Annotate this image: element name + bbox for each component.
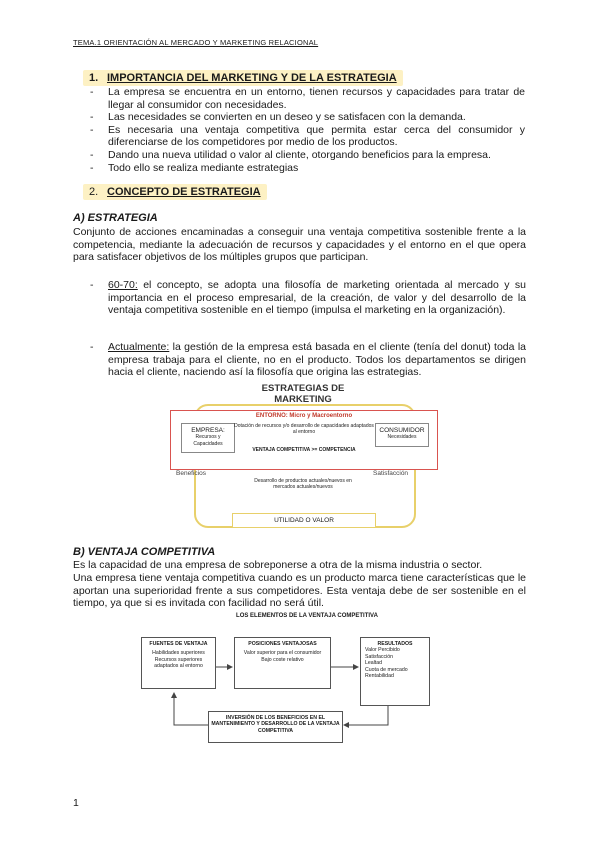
diagram-title: LOS ELEMENTOS DE LA VENTAJA COMPETITIVA xyxy=(236,613,378,619)
item-lead: 60-70: xyxy=(108,279,138,291)
section-2-heading: CONCEPTO DE ESTRATEGIA xyxy=(107,186,261,198)
ventaja-text: VENTAJA COMPETITIVA >= COMPETENCIA xyxy=(252,447,356,453)
list-item: - Las necesidades se convierten en un deseo y se satisfacen con la demanda. xyxy=(90,111,525,124)
section-1-bullets xyxy=(90,86,525,174)
section-1-heading: IMPORTANCIA DEL MARKETING Y DE LA ESTRATEGIA xyxy=(107,72,397,84)
inversion-box: INVERSIÓN DE LOS BENEFICIOS EN EL MANTENIMIENTO Y DESARROLLO DE LA VENTAJA COMPETITIVA xyxy=(208,711,343,743)
estrategia-item-2: - Actualmente: la gestión de la empresa está basada en el cliente (tenía del donut) toda la empresa trabaja para el cliente, no en el producto. Todos los departamentos se dirigen hacia el cliente, naciendo así la filosofía que origina las estrategias. xyxy=(90,341,526,379)
estrategias-marketing-diagram xyxy=(170,380,436,538)
section-1-title xyxy=(83,70,403,86)
arrow xyxy=(344,705,388,725)
list-item: - Dando una nueva utilidad o valor al cliente, otorgando beneficios para la empresa. xyxy=(90,149,525,162)
arrow xyxy=(174,693,208,725)
ventaja-competitiva-diagram xyxy=(138,613,476,778)
dotacion-text: Dotación de recursos y/o desarrollo de capacidades adaptados al entorno xyxy=(234,423,374,435)
fuentes-box: FUENTES DE VENTAJA Habilidades superiores Recursos superiores adaptados al entorno xyxy=(141,637,216,689)
item-text: el concepto, se adopta una filosofía de marketing orientada al mercado y su importancia en el proceso empresarial, de la creación, de valor y del desarrollo de la ventaja competitiva sostenible en el tiempo (impulsa el marketing en la organización). xyxy=(108,279,526,317)
estrategia-item-1: - 60-70: el concepto, se adopta una filosofía de marketing orientada al mercado y su importancia en el proceso empresarial, de la creación, de valor y del desarrollo de la ventaja competitiva sostenible en el tiempo (impulsa el marketing en la organización). xyxy=(90,279,526,317)
section-2-number: 2. xyxy=(89,186,99,198)
desarrollo-text: Desarrollo de productos actuales/nuevos en mercados actuales/nuevos xyxy=(254,478,352,490)
item-text: la gestión de la empresa está basada en el cliente (tenía del donut) toda la empresa trabaja para el cliente, no en el producto. Todos los departamentos se dirigen hacia el cliente, naciendo así la filosofía que origina las estrategias. xyxy=(108,341,526,379)
section-2-title xyxy=(83,184,267,200)
item-lead: Actualmente: xyxy=(108,341,170,353)
satisfaccion-label: Satisfacción xyxy=(373,470,409,477)
estrategia-heading: A) ESTRATEGIA xyxy=(73,212,158,224)
ventaja-paragraph-2: Una empresa tiene ventaja competitiva cuando es un producto marca tiene características que le aportan una superioridad frente a sus competidores. Esta ventaja debe de ser sostenible en el tiempo, ya que si es invitada con facilidad no será útil. xyxy=(73,572,526,610)
estrategia-definition: Conjunto de acciones encaminadas a conseguir una ventaja competitiva sostenible frente a la competencia, mediante la adecuación de recursos y capacidades y el entorno en el que opera para satisfacer objetivos de los múltiples grupos que participan. xyxy=(73,226,526,264)
list-item: - La empresa se encuentra en un entorno, tienen recursos y capacidades para tratar de llegar al consumidor con necesidades. xyxy=(90,86,525,111)
utilidad-box: UTILIDAD O VALOR xyxy=(232,513,376,528)
entorno-frame xyxy=(170,410,438,470)
empresa-box: EMPRESA: Recursos y Capacidades xyxy=(181,423,235,453)
beneficios-label: Beneficios xyxy=(176,470,206,477)
list-item: - Todo ello se realiza mediante estrategias xyxy=(90,162,525,175)
resultados-box: RESULTADOS Valor Percibido Satisfacción Lealtad Cuota de mercado Rentabilidad xyxy=(360,637,430,706)
diagram-title: ESTRATEGIAS DE MARKETING xyxy=(261,383,345,405)
running-header: TEMA.1 ORIENTACIÓN AL MERCADO Y MARKETING RELACIONAL xyxy=(73,38,319,47)
entorno-label: ENTORNO: Micro y Macroentorno xyxy=(255,413,353,419)
ventaja-paragraph-1: Es la capacidad de una empresa de sobreponerse a otra de la misma industria o sector. xyxy=(73,559,483,571)
ventaja-heading: B) VENTAJA COMPETITIVA xyxy=(73,546,216,558)
section-1-number: 1. xyxy=(89,72,99,84)
page-number: 1 xyxy=(73,797,79,809)
posiciones-box: POSICIONES VENTAJOSAS Valor superior para el consumidor Bajo coste relativo xyxy=(234,637,331,689)
consumidor-box: CONSUMIDOR Necesidades xyxy=(375,423,429,447)
list-item: - Es necesaria una ventaja competitiva que permita estar cerca del consumidor y diferenciarse de los competidores por medio de los productos. xyxy=(90,124,525,149)
